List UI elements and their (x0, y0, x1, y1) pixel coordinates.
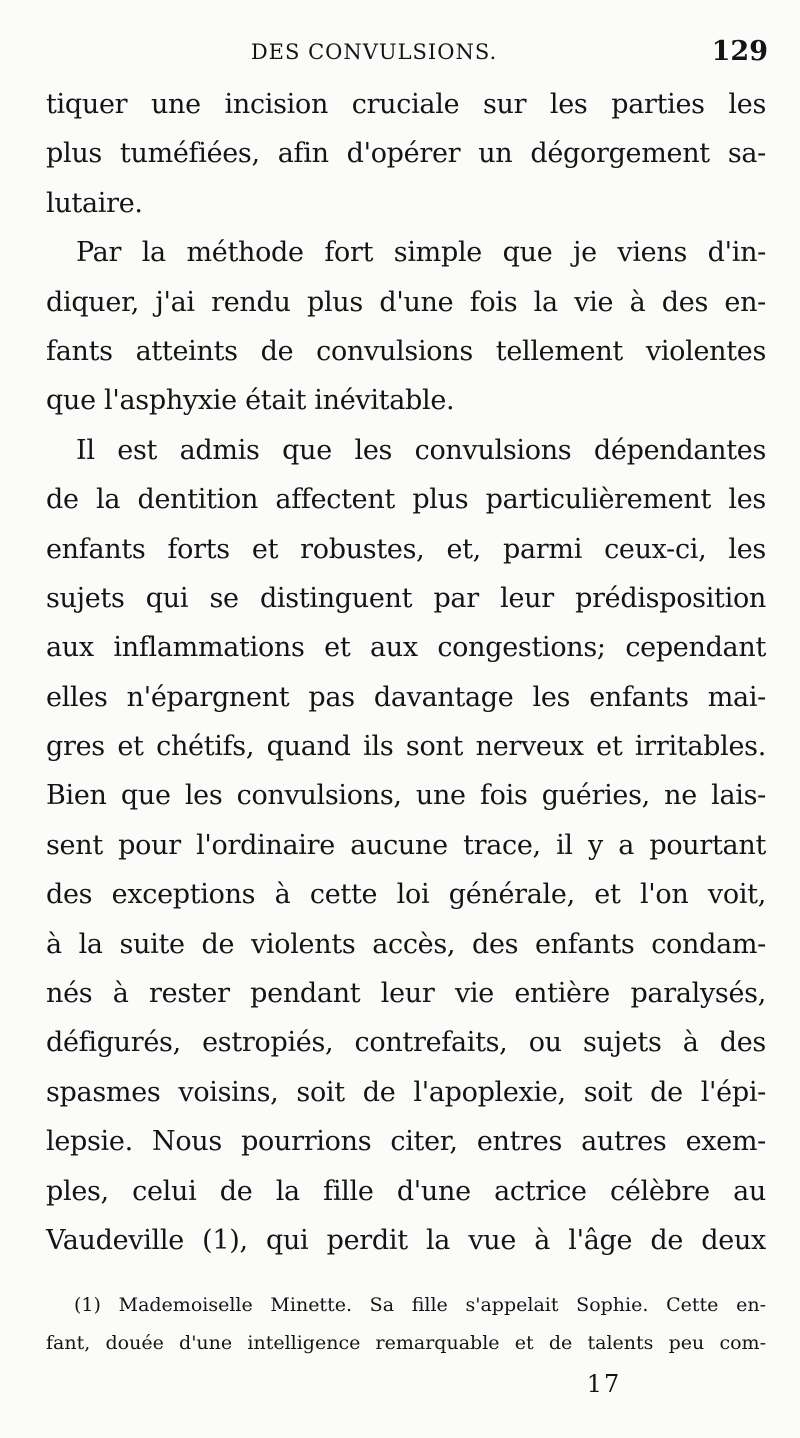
text-line: que l'asphyxie était inévitable. (46, 385, 455, 417)
text-line: elles n'épargnent pas davantage les enfants mai- (46, 681, 766, 713)
text-line: diquer, j'ai rendu plus d'une fois la vie à des en- (46, 286, 766, 318)
page-number: 129 (711, 36, 768, 67)
body-text (46, 80, 766, 1265)
text-line: spasmes voisins, soit de l'apoplexie, soit de l'épi- (46, 1076, 766, 1108)
text-line: lutaire. (46, 187, 143, 219)
footnote-line: fant, douée d'une intelligence remarquable et de talents peu com- (46, 1332, 766, 1354)
text-line: gres et chétifs, quand ils sont nerveux et irritables. (46, 731, 766, 763)
text-line: sent pour l'ordinaire aucune trace, il y a pourtant (46, 829, 766, 861)
text-line: lepsie. Nous pourrions citer, entres autres exem- (46, 1126, 766, 1158)
text-line: plus tuméfiées, afin d'opérer un dégorgement sa- (46, 138, 766, 170)
text-line: de la dentition affectent plus particulièrement les (46, 484, 766, 516)
text-line: défigurés, estropiés, contrefaits, ou sujets à des (46, 1027, 766, 1059)
running-head: DES CONVULSIONS. (250, 40, 498, 64)
text-line: à la suite de violents accès, des enfants condam- (46, 928, 766, 960)
footnote (46, 1286, 766, 1362)
text-line: nés à rester pendant leur vie entière paralysés, (46, 978, 766, 1010)
text-line: Bien que les convulsions, une fois guéries, ne lais- (46, 780, 766, 812)
text-line: fants atteints de convulsions tellement violentes (46, 335, 766, 367)
text-line: Par la méthode fort simple que je viens d'in- (76, 237, 766, 269)
text-line: Vaudeville (1), qui perdit la vue à l'âge de deux (46, 1224, 766, 1256)
text-line: des exceptions à cette loi générale, et l'on voit, (46, 879, 766, 911)
text-line: enfants forts et robustes, et, parmi ceux-ci, les (46, 533, 766, 565)
text-line: aux inflammations et aux congestions; cependant (46, 632, 766, 664)
page-header (48, 36, 768, 70)
text-line: ples, celui de la fille d'une actrice célèbre au (46, 1175, 766, 1207)
text-line: sujets qui se distinguent par leur prédisposition (46, 582, 766, 614)
text-line: Il est admis que les convulsions dépendantes (76, 434, 766, 466)
footnote-line: (1) Mademoiselle Minette. Sa fille s'appelait Sophie. Cette en- (74, 1294, 766, 1316)
signature-mark: 17 (586, 1370, 622, 1398)
text-line: tiquer une incision cruciale sur les parties les (46, 89, 766, 120)
